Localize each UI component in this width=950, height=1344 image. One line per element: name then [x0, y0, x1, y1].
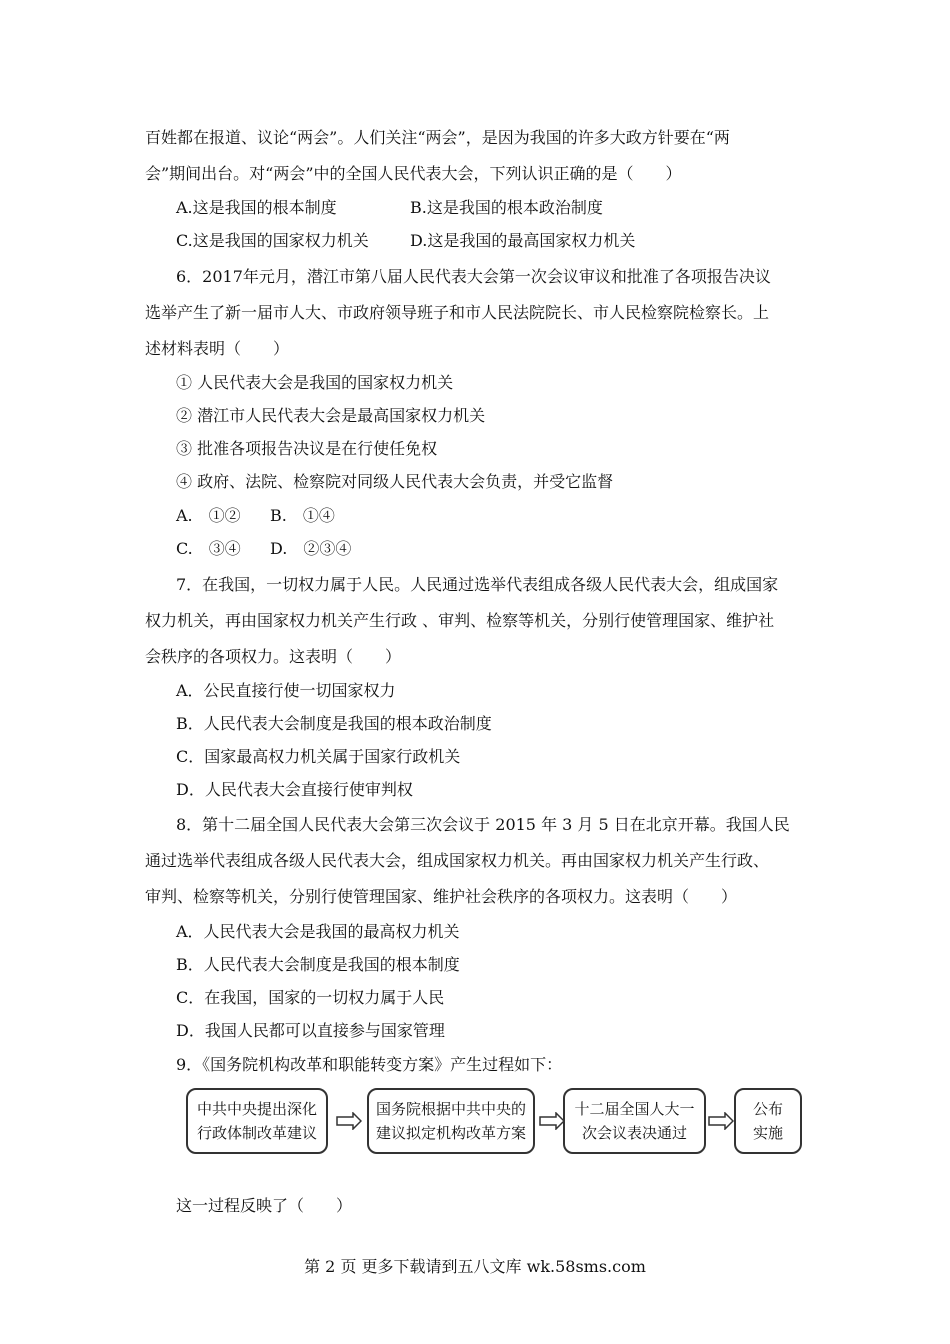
flow-step-3-line1: 十二届全国人大一	[574, 1100, 695, 1118]
q5-line2: 会”期间出台。对“两会”中的全国人民代表大会，下列认识正确的是（ ）	[145, 164, 682, 183]
q7-option-a: A．公民直接行使一切国家权力	[176, 681, 396, 700]
q5-line1: 百姓都在报道、议论“两会”。人们关注“两会”，是因为我国的许多大政方针要在“两	[145, 128, 730, 147]
flow-step-1-line2: 行政体制改革建议	[196, 1124, 317, 1142]
q5-options-row1	[176, 198, 776, 218]
q7-line1: 7．在我国，一切权力属于人民。人民通过选举代表组成各级人民代表大会，组成国家	[176, 575, 779, 594]
q6-options-row2	[176, 539, 476, 559]
q5-option-b: B.这是我国的根本政治制度	[410, 198, 603, 217]
q6-option-b: B. ①④	[270, 506, 335, 525]
q7-option-c: C．国家最高权力机关属于国家行政机关	[176, 747, 461, 766]
flow-step-2	[367, 1088, 535, 1154]
flow-step-4-line2: 实施	[752, 1124, 783, 1142]
flow-step-3	[563, 1088, 706, 1154]
q8-line3: 审判、检察等机关，分别行使管理国家、维护社会秩序的各项权力。这表明（ ）	[145, 887, 738, 906]
q7-line3: 会秩序的各项权力。这表明（ ）	[145, 647, 402, 666]
flow-step-4-line1: 公布	[752, 1100, 783, 1118]
flow-step-3-line2: 次会议表决通过	[581, 1124, 687, 1142]
q5-option-d: D.这是我国的最高国家权力机关	[410, 231, 636, 250]
q5-option-a: A.这是我国的根本制度	[176, 198, 337, 217]
process-flow-diagram	[186, 1088, 806, 1158]
q8-option-d: D．我国人民都可以直接参与国家管理	[176, 1021, 445, 1040]
flow-step-2-line1: 国务院根据中共中央的	[375, 1100, 526, 1118]
flow-step-1	[186, 1088, 328, 1154]
q7-line2: 权力机关，再由国家权力机关产生行政 、审判、检察等机关，分别行使管理国家、维护社	[145, 611, 775, 630]
q7-option-d: D．人民代表大会直接行使审判权	[176, 780, 413, 799]
flow-arrow-1-icon	[336, 1112, 362, 1130]
flow-arrow-2-icon	[539, 1112, 565, 1130]
q7-option-b: B．人民代表大会制度是我国的根本政治制度	[176, 714, 492, 733]
q6-option-c: C. ③④	[176, 539, 241, 558]
q8-option-c: C．在我国，国家的一切权力属于人民	[176, 988, 445, 1007]
flow-step-2-line2: 建议拟定机构改革方案	[375, 1124, 526, 1142]
q6-statement-3: ③ 批准各项报告决议是在行使任免权	[176, 439, 438, 458]
q6-line1: 6．2017年元月，潜江市第八届人民代表大会第一次会议审议和批准了各项报告决议	[176, 267, 771, 286]
page-footer: 第 2 页 更多下载请到五八文库 wk.58sms.com	[304, 1257, 646, 1276]
q6-statement-1: ① 人民代表大会是我国的国家权力机关	[176, 373, 454, 392]
q8-option-b: B．人民代表大会制度是我国的根本制度	[176, 955, 460, 974]
q9-question: 这一过程反映了（ ）	[176, 1196, 353, 1215]
q6-options-row1	[176, 506, 476, 526]
flow-step-1-line1: 中共中央提出深化	[196, 1100, 317, 1118]
q6-option-d: D. ②③④	[270, 539, 352, 558]
flow-step-4	[734, 1088, 802, 1154]
q6-statement-2: ② 潜江市人民代表大会是最高国家权力机关	[176, 406, 486, 425]
q6-statement-4: ④ 政府、法院、检察院对同级人民代表大会负责，并受它监督	[176, 472, 614, 491]
flow-arrow-3-icon	[708, 1112, 734, 1130]
q8-line2: 通过选举代表组成各级人民代表大会，组成国家权力机关。再由国家权力机关产生行政、	[145, 851, 770, 870]
q8-option-a: A．人民代表大会是我国的最高权力机关	[176, 922, 460, 941]
q9-line1: 9．《国务院机构改革和职能转变方案》产生过程如下：	[176, 1055, 563, 1074]
q5-options-row2	[176, 231, 776, 251]
q6-line3: 述材料表明（ ）	[145, 339, 290, 358]
q6-line2: 选举产生了新一届市人大、市政府领导班子和市人民法院院长、市人民检察院检察长。上	[145, 303, 770, 322]
q8-line1: 8．第十二届全国人民代表大会第三次会议于 2015 年 3 月 5 日在北京开幕。我国人民	[176, 815, 790, 834]
q6-option-a: A. ①②	[176, 506, 241, 525]
q5-option-c: C.这是我国的国家权力机关	[176, 231, 369, 250]
